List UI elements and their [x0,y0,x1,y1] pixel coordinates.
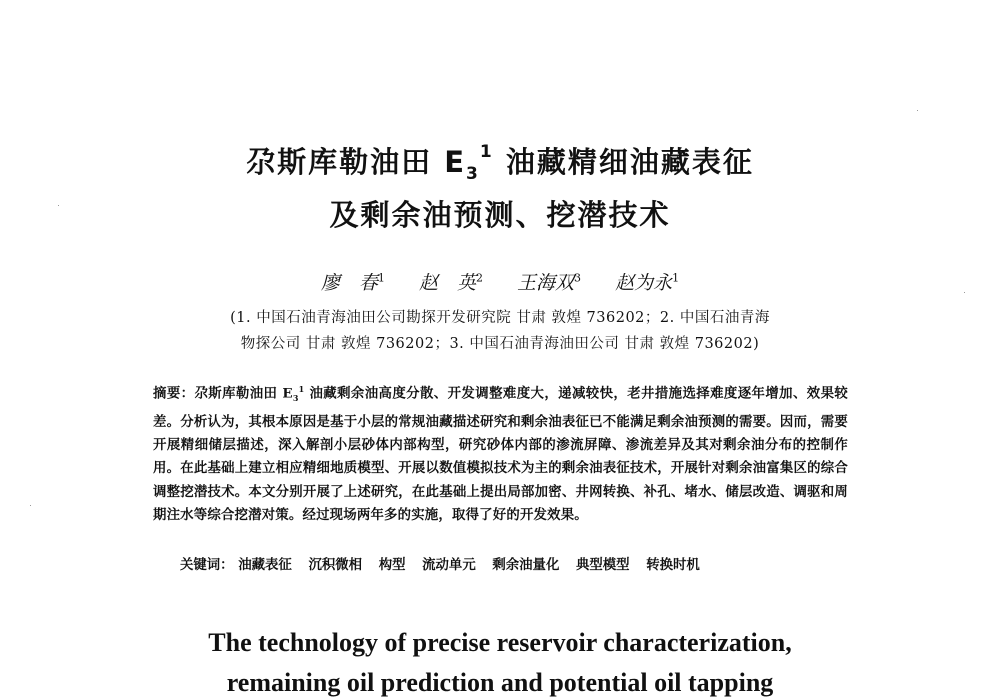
abstract-text-pre: 尕斯库勒油田 E [194,385,293,402]
author: 王海双$^3$ [517,271,582,294]
author: 赵为永$^1$ [615,271,680,294]
keywords [180,554,860,573]
keyword: 构型 [378,557,406,573]
scan-speck [58,205,59,206]
paper-title-line-1: 尕斯库勒油田 $E_3^1$ 油藏精细油藏表征 [246,142,754,184]
author: 廖 春$^1$ [320,271,385,294]
keywords-label: 关键词： [180,557,234,573]
abstract: 摘要：尕斯库勒油田 $E_3^1$ 油藏剩余油高度分散、开发调整难度大，递减较快，老井措施选择难度逐年增加、效果较差。分析认为，其根本原因是基于小层的常规油藏描述研究和剩余油表征已不能满足剩余油预测的需要。因而，需要开展精细储层描述，深入解剖小层砂体内部构型，研究砂体内部的渗流屏障、渗流差异及其对剩余油分布的控制作用。在此基础上建立相应精细地质模型、开展以数值模拟技术为主的剩余油表征技术，开展针对剩余油富集区的综合调整挖潜技术。本文分别开展了上述研究，在此基础上提出局部加密、井网转换、补孔、堵水、储层改造、调驱和周期注水等综合挖潜对策。经过现场两年多的实施，取得了好的开发效果。 [153,384,848,524]
scan-speck [30,505,31,506]
paper-title-line-2: 及剩余油预测、挖潜技术 [329,198,671,232]
author-list [0,268,1000,295]
scan-speck [917,110,918,111]
author: 赵 英$^2$ [418,271,483,294]
keyword: 沉积微相 [308,557,363,573]
scan-speck [964,292,965,293]
keyword: 油藏表征 [238,557,292,573]
affiliation-line-1: (1. 中国石油青海油田公司勘探开发研究院 甘肃 敦煌 736202；2. 中国石油青海 [230,310,770,326]
abstract-text: 油藏剩余油高度分散、开发调整难度大，递减较快，老井措施选择难度逐年增加、效果较差。分析认为，其根本原因是基于小层的常规油藏描述研究和剩余油表征已不能满足剩余油预测的需要。因而，需要开展精细储层描述，深入解剖小层砂体内部构型，研究砂体内部的渗流屏障、渗流差异及其对剩余油分布的控制作用。在此基础上建立相应精细地质模型、开展以数值模拟技术为主的剩余油表征技术，开展针对剩余油富集区的综合调整挖潜技术。本文分别开展了上述研究，在此基础上提出局部加密、井网转换、补孔、堵水、储层改造、调驱和周期注水等综合挖潜对策。经过现场两年多的实施，取得了好的开发效果。 [153,385,848,524]
english-title-line-1: The technology of precise reservoir characterization, [208,628,792,657]
abstract-label: 摘要： [153,385,195,402]
keyword: 流动单元 [422,557,476,573]
english-title-line-2: remaining oil prediction and potential oil tapping [226,668,774,697]
keyword: 剩余油量化 [492,557,560,573]
keyword: 典型模型 [576,557,630,573]
affiliation-line-2: 物探公司 甘肃 敦煌 736202；3. 中国石油青海油田公司 甘肃 敦煌 736202) [240,336,760,352]
keyword: 转换时机 [646,557,700,573]
